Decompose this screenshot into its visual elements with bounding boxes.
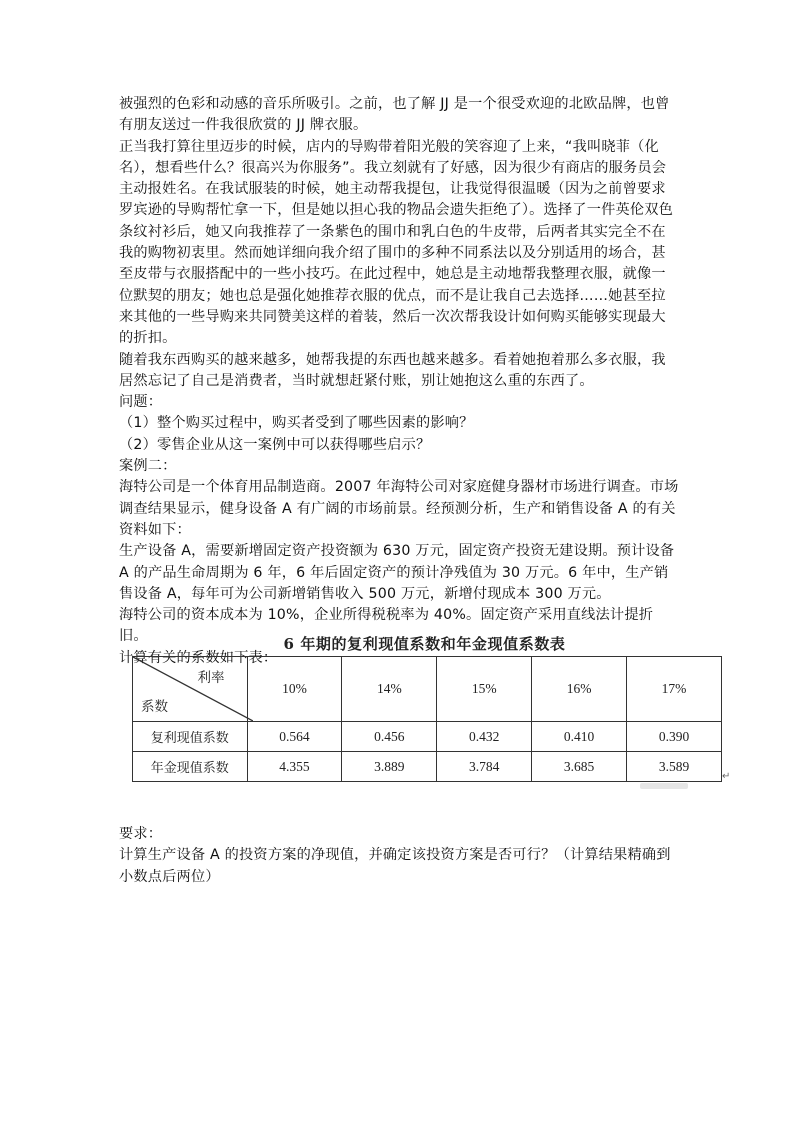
rate-header: 16% bbox=[532, 657, 627, 722]
table-cell: 0.564 bbox=[247, 722, 342, 752]
corner-label-coef: 系数 bbox=[141, 699, 168, 715]
requirement-block bbox=[119, 824, 679, 888]
rate-header: 14% bbox=[342, 657, 437, 722]
coefficient-table-figure bbox=[132, 633, 722, 798]
paragraph-mark: ↵ bbox=[722, 771, 731, 782]
corner-label-rate: 利率 bbox=[197, 670, 225, 686]
table-cell: 4.355 bbox=[247, 752, 342, 782]
diagonal-header-cell bbox=[133, 657, 248, 722]
watermark-logo bbox=[640, 780, 688, 792]
case-two-heading: 案例二： bbox=[119, 458, 177, 475]
paragraph: 正当我打算往里迈步的时候，店内的导购带着阳光般的笑容迎了上来，“我叫晓菲（化名），想看些什么？很高兴为你服务”。我立刻就有了好感，因为很少有商店的服务员会主动报姓名。在我试服装的时候，她主动帮我提包，让我觉得很温暖（因为之前曾要求罗宾逊的导购帮忙拿一下，但是她以担心我的物品会遗失拒绝了）。选择了一件英伦双色条纹衬衫后，她又向我推荐了一条紫色的围巾和乳白色的牛皮带，后两者其实完全不在我的购物初衷里。然而她详细向我介绍了围巾的多种不同系法以及分别适用的场合，甚至皮带与衣服搭配中的一些小技巧。在此过程中，她总是主动地帮我整理衣服，就像一位默契的朋友；她也总是强化她推荐衣服的优点，而不是让我自己去选择……她甚至拉来其他的一些导购来共同赞美这样的着装，然后一次次帮我设计如何购买能够实现最大的折扣。 bbox=[119, 138, 674, 347]
coefficient-table bbox=[132, 656, 722, 782]
rate-header: 15% bbox=[437, 657, 532, 722]
table-row bbox=[133, 752, 722, 782]
table-cell: 3.685 bbox=[532, 752, 627, 782]
paragraph: 海特公司的资本成本为 10%，企业所得税税率为 40%。固定资产采用直线法计提折旧。 bbox=[119, 607, 654, 645]
paragraph: 生产设备 A，需要新增固定资产投资额为 630 万元，固定资产投资无建设期。预计设备 A 的产品生命周期为 6 年，6 年后固定资产的预计净残值为 30 万元。6 年中，生产销售设备 A，每年可为公司新增销售收入 500 万元，新增付现成本 300 万元。 bbox=[119, 543, 675, 602]
rate-header: 10% bbox=[247, 657, 342, 722]
requirement-text: 计算生产设备 A 的投资方案的净现值，并确定该投资方案是否可行？（计算结果精确到小数点后两位） bbox=[119, 847, 671, 885]
table-cell: 0.410 bbox=[532, 722, 627, 752]
question-1: （1）整个购买过程中，购买者受到了哪些因素的影响？ bbox=[119, 415, 474, 432]
table-cell: 0.456 bbox=[342, 722, 437, 752]
questions-heading: 问题： bbox=[119, 394, 163, 411]
requirement-heading: 要求： bbox=[119, 826, 163, 842]
rate-header: 17% bbox=[627, 657, 722, 722]
table-cell: 3.784 bbox=[437, 752, 532, 782]
paragraph: 被强烈的色彩和动感的音乐所吸引。之前，也了解 JJ 是一个很受欢迎的北欧品牌，也曾有朋友送过一件我很欣赏的 JJ 牌衣服。 bbox=[119, 96, 670, 134]
row-label: 复利现值系数 bbox=[133, 722, 248, 752]
table-cell: 0.390 bbox=[627, 722, 722, 752]
paragraph: 随着我东西购买的越来越多，她帮我提的东西也越来越多。看着她抱着那么多衣服，我居然忘记了自己是消费者，当时就想赶紧付账，别让她抱这么重的东西了。 bbox=[119, 351, 666, 389]
row-label: 年金现值系数 bbox=[133, 752, 248, 782]
table-title: 6 年期的复利现值系数和年金现值系数表 bbox=[283, 635, 566, 653]
question-2: （2）零售企业从这一案例中可以获得哪些启示？ bbox=[119, 436, 431, 453]
paragraph: 计算有关的系数如下表： bbox=[119, 649, 278, 666]
table-row bbox=[133, 722, 722, 752]
table-cell: 3.589 bbox=[627, 752, 722, 782]
case-text bbox=[119, 94, 679, 669]
table-header-row bbox=[133, 657, 722, 722]
paragraph: 海特公司是一个体育用品制造商。2007 年海特公司对家庭健身器材市场进行调查。市场调查结果显示，健身设备 A 有广阔的市场前景。经预测分析，生产和销售设备 A 的有关资料如下： bbox=[119, 479, 679, 538]
table-cell: 3.889 bbox=[342, 752, 437, 782]
table-cell: 0.432 bbox=[437, 722, 532, 752]
